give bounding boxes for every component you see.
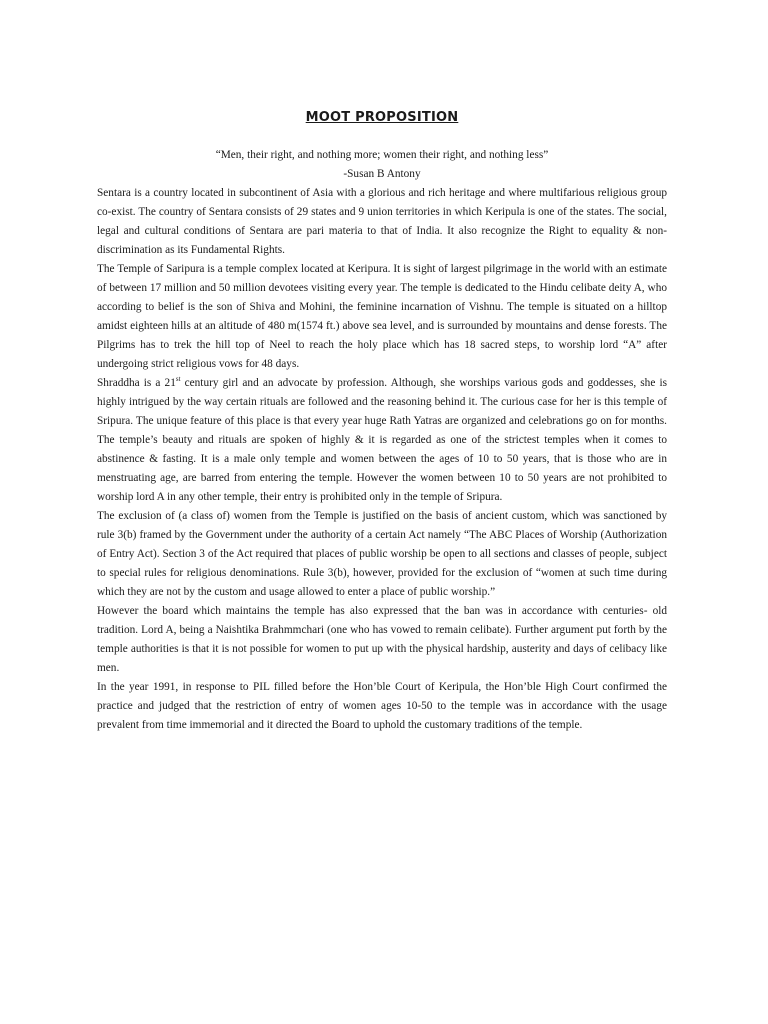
paragraph-3-body: century girl and an advocate by profession. Although, she worships various gods and goddesses, she is highly intrigued by the way certain rituals are followed and the reasoning behind it. The curious case for her is this temple of Sripura. The unique feature of this place is that every year huge Rath Yatras are organized and celebrations go on for months. The temple’s beauty and rituals are spoken of highly & it is regarded as one of the strictest temples when it comes to abstinence & fasting. It is a male only temple and women between the ages of 10 to 50 years, that is those who are in menstruating age, are barred from entering the temple. However the women between 10 to 50 years are not prohibited to worship lord A in any other temple, their entry is prohibited only in the temple of Sripura.: [97, 377, 667, 503]
document-title: MOOT PROPOSITION: [305, 110, 459, 125]
paragraph-3: [97, 374, 667, 507]
paragraph-6: In the year 1991, in response to PIL filled before the Hon’ble Court of Keripula, the Hon’ble High Court confirmed the practice and judged that the restriction of entry of women ages 10-50 to the temple was in accordance with the usage prevalent from time immemorial and it directed the Board to uphold the customary traditions of the temple.: [97, 681, 667, 731]
epigraph-author: -Susan B Antony: [343, 168, 421, 180]
paragraph-2: The Temple of Saripura is a temple complex located at Keripura. It is sight of largest pilgrimage in the world with an estimate of between 17 million and 50 million devotees visiting every year. The temple is dedicated to the Hindu celibate deity A, who according to belief is the son of Shiva and Mohini, the feminine incarnation of Vishnu. The temple is situated on a hilltop amidst eighteen hills at an altitude of 480 m(1574 ft.) above sea level, and is surrounded by mountains and dense forests. The Pilgrims has to trek the hill top of Neel to reach the holy place which has 18 sacred steps, to worship lord “A” after undergoing strict religious vows for 48 days.: [97, 263, 667, 370]
paragraph-5: However the board which maintains the temple has also expressed that the ban was in accordance with centuries- old tradition. Lord A, being a Naishtika Brahmmchari (one who has vowed to remain celibate). Further argument put forth by the temple authorities is that it is not possible for women to put up with the physical hardship, austerity and days of celibacy like men.: [97, 605, 667, 674]
paragraph-1: Sentara is a country located in subcontinent of Asia with a glorious and rich heritage and where multifarious religious group co-exist. The country of Sentara consists of 29 states and 9 union territories in which Keripula is one of the states. The social, legal and cultural conditions of Sentara are pari materia to that of India. It also recognize the Right to equality & non- discrimination as its Fundamental Rights.: [97, 187, 667, 256]
paragraph-3-lead: Shraddha is a 21: [97, 377, 176, 389]
epigraph-quote: “Men, their right, and nothing more; women their right, and nothing less”: [215, 149, 549, 161]
ordinal-superscript: st: [175, 375, 181, 384]
paragraph-4: The exclusion of (a class of) women from the Temple is justified on the basis of ancient custom, which was sanctioned by rule 3(b) framed by the Government under the authority of a certain Act namely “The ABC Places of Worship (Authorization of Entry Act). Section 3 of the Act required that places of public worship be open to all sections and classes of people, subject to special rules for religious denominations. Rule 3(b), however, provided for the exclusion of “women at such time during which they are not by the custom and usage allowed to enter a place of public worship.”: [97, 510, 667, 598]
document-page: [97, 108, 667, 735]
